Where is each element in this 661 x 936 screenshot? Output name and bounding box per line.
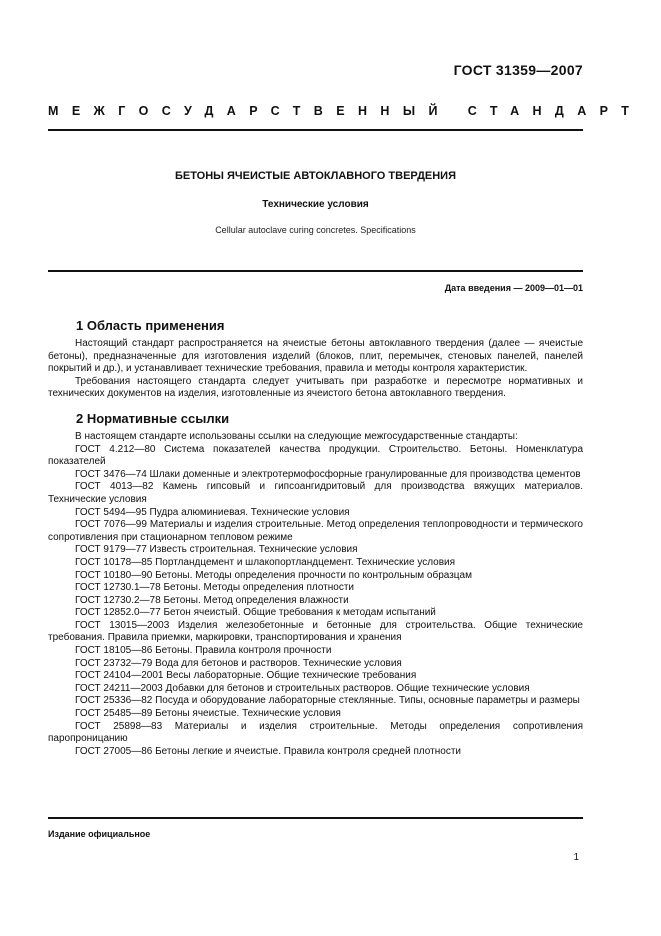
scope-paragraph: Требования настоящего стандарта следует учитывать при разработке и пересмотре нормативных и технических документов на изделия, изготовленные из ячеистого бетона автоклавного твердения. xyxy=(48,375,583,400)
section-heading-references: 2 Нормативные ссылки xyxy=(76,410,230,426)
reference-item: ГОСТ 25336—82 Посуда и оборудование лабораторные стеклянные. Типы, основные параметры и размеры xyxy=(75,695,580,707)
reference-item: ГОСТ 13015—2003 Изделия железобетонные и бетонные для строительства. Общие технические требования. Правила приемки, маркировки, транспортирования и хранения xyxy=(48,619,583,644)
reference-item: ГОСТ 23732—79 Вода для бетонов и растворов. Технические условия xyxy=(75,657,402,669)
title-rule xyxy=(48,270,583,272)
reference-item: ГОСТ 12852.0—77 Бетон ячеистый. Общие требования к методам испытаний xyxy=(75,607,436,619)
reference-item: ГОСТ 10178—85 Портландцемент и шлакопортландцемент. Технические условия xyxy=(75,556,456,568)
reference-item: ГОСТ 3476—74 Шлаки доменные и электротермофосфорные гранулированные для производства цементов xyxy=(75,468,581,480)
reference-item: ГОСТ 4.212—80 Система показателей качества продукции. Строительство. Бетоны. Номенклатура показателей xyxy=(48,443,583,468)
document-subtitle: Технические условия xyxy=(262,199,369,210)
reference-item: ГОСТ 27005—86 Бетоны легкие и ячеистые. Правила контроля средней плотности xyxy=(75,745,461,757)
gost-number: ГОСТ 31359—2007 xyxy=(453,62,583,78)
document-body xyxy=(48,318,583,758)
reference-item: ГОСТ 4013—82 Камень гипсовый и гипсоангидритовый для производства вяжущих материалов. Технические условия xyxy=(48,481,583,505)
standard-banner: МЕЖГОСУДАРСТВЕННЫЙ СТАНДАРТ xyxy=(48,104,643,118)
reference-item: ГОСТ 24104—2001 Весы лабораторные. Общие технические требования xyxy=(75,670,417,682)
reference-item: ГОСТ 10180—90 Бетоны. Методы определения прочности по контрольным образцам xyxy=(75,569,472,581)
official-edition-note: Издание официальное xyxy=(48,829,151,839)
reference-item: ГОСТ 18105—86 Бетоны. Правила контроля прочности xyxy=(75,645,332,657)
document-title: БЕТОНЫ ЯЧЕИСТЫЕ АВТОКЛАВНОГО ТВЕРДЕНИЯ xyxy=(174,170,456,182)
reference-item: ГОСТ 25485—89 Бетоны ячеистые. Технические условия xyxy=(75,708,341,720)
reference-item: ГОСТ 9179—77 Известь строительная. Технические условия xyxy=(75,544,358,556)
reference-item: ГОСТ 24211—2003 Добавки для бетонов и строительных растворов. Общие технические условия xyxy=(75,682,530,694)
reference-item: ГОСТ 5494—95 Пудра алюминиевая. Технические условия xyxy=(75,506,350,518)
reference-item: ГОСТ 12730.1—78 Бетоны. Методы определения плотности xyxy=(75,582,355,594)
banner-rule xyxy=(48,129,583,131)
introduction-date: Дата введения — 2009—01—01 xyxy=(444,283,583,293)
reference-item: ГОСТ 25898—83 Материалы и изделия строительные. Методы определения сопротивления паропроницанию xyxy=(48,720,583,745)
references-intro: В настоящем стандарте использованы ссылки на следующие межгосударственные стандарты: xyxy=(75,430,518,442)
section-heading-scope: 1 Область применения xyxy=(76,318,225,333)
page-number: 1 xyxy=(573,852,579,863)
scope-paragraph: Настоящий стандарт распространяется на ячеистые бетоны автоклавного твердения (далее — ячеистые бетоны), предназначенные для изготовления изделий (блоков, плит, перемычек, стеновых панелей, панелей покрытий и др.), и устанавливает технические требования, правила и методы контроля характеристик. xyxy=(48,338,583,375)
english-title: Cellular autoclave curing concretes. Specifications xyxy=(215,225,416,235)
footer-rule xyxy=(48,817,583,819)
reference-item: ГОСТ 12730.2—78 Бетоны. Метод определения влажности xyxy=(75,594,349,606)
reference-item: ГОСТ 7076—99 Материалы и изделия строительные. Метод определения теплопроводности и термического сопротивления при стационарном тепловом режиме xyxy=(48,519,583,543)
